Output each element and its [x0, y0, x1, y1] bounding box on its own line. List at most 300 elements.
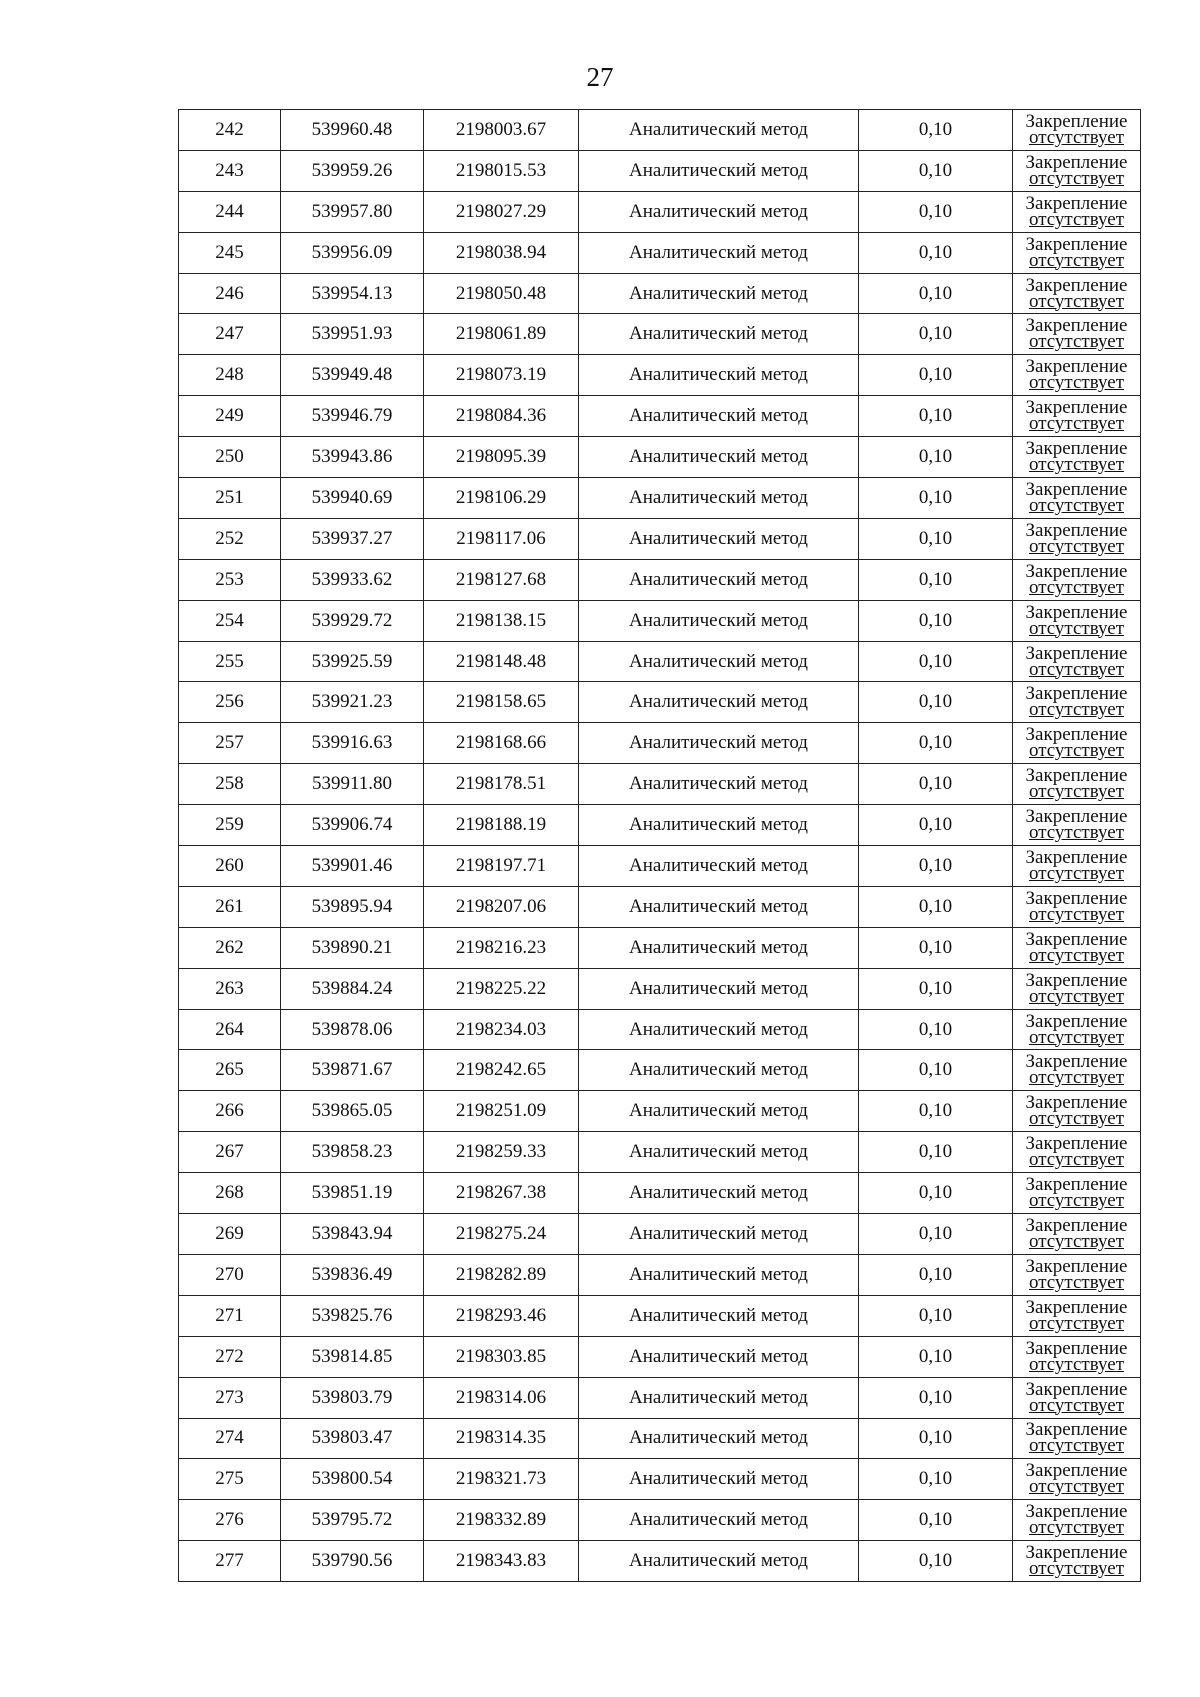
- fixing-line-2: отсутствует: [1028, 454, 1125, 476]
- point-number-cell: 254: [179, 600, 281, 641]
- point-number-cell: 257: [179, 723, 281, 764]
- y-coordinate-cell: 2198015.53: [424, 150, 579, 191]
- x-coordinate-cell: 539814.85: [281, 1336, 424, 1377]
- point-number-cell: 255: [179, 641, 281, 682]
- table-row: [179, 1459, 1141, 1500]
- fixing-line-2: отсутствует: [1028, 1026, 1125, 1048]
- table-row: [179, 1050, 1141, 1091]
- point-number-cell: 258: [179, 764, 281, 805]
- fixing-line-1: Закрепление: [1025, 1051, 1128, 1073]
- y-coordinate-cell: 2198148.48: [424, 641, 579, 682]
- method-cell: Аналитический метод: [579, 1254, 859, 1295]
- fixing-cell: [1013, 478, 1141, 519]
- table-row: [179, 805, 1141, 846]
- x-coordinate-cell: 539895.94: [281, 886, 424, 927]
- fixing-line-1: Закрепление: [1025, 1378, 1128, 1400]
- y-coordinate-cell: 2198095.39: [424, 437, 579, 478]
- fixing-line-2: отсутствует: [1028, 617, 1125, 639]
- coordinates-table: [178, 109, 1141, 1582]
- accuracy-cell: 0,10: [859, 232, 1013, 273]
- table-row: [179, 559, 1141, 600]
- method-cell: Аналитический метод: [579, 273, 859, 314]
- page-number: 27: [586, 62, 614, 92]
- y-coordinate-cell: 2198314.35: [424, 1418, 579, 1459]
- accuracy-cell: 0,10: [859, 641, 1013, 682]
- point-number-cell: 243: [179, 150, 281, 191]
- point-number-cell: 248: [179, 355, 281, 396]
- y-coordinate-cell: 2198242.65: [424, 1050, 579, 1091]
- method-cell: Аналитический метод: [579, 396, 859, 437]
- x-coordinate-cell: 539901.46: [281, 846, 424, 887]
- x-coordinate-cell: 539946.79: [281, 396, 424, 437]
- accuracy-cell: 0,10: [859, 1541, 1013, 1582]
- method-cell: Аналитический метод: [579, 1500, 859, 1541]
- table-row: [179, 1254, 1141, 1295]
- fixing-cell: [1013, 846, 1141, 887]
- x-coordinate-cell: 539890.21: [281, 927, 424, 968]
- method-cell: Аналитический метод: [579, 1132, 859, 1173]
- x-coordinate-cell: 539933.62: [281, 559, 424, 600]
- fixing-line-1: Закрепление: [1025, 1337, 1128, 1359]
- x-coordinate-cell: 539951.93: [281, 314, 424, 355]
- y-coordinate-cell: 2198343.83: [424, 1541, 579, 1582]
- fixing-cell: [1013, 518, 1141, 559]
- fixing-cell: [1013, 1541, 1141, 1582]
- accuracy-cell: 0,10: [859, 1500, 1013, 1541]
- x-coordinate-cell: 539929.72: [281, 600, 424, 641]
- y-coordinate-cell: 2198251.09: [424, 1091, 579, 1132]
- fixing-line-2: отсутствует: [1028, 658, 1125, 680]
- fixing-cell: [1013, 805, 1141, 846]
- accuracy-cell: 0,10: [859, 478, 1013, 519]
- point-number-cell: 251: [179, 478, 281, 519]
- table-row: [179, 641, 1141, 682]
- method-cell: Аналитический метод: [579, 805, 859, 846]
- table-row: [179, 1418, 1141, 1459]
- y-coordinate-cell: 2198127.68: [424, 559, 579, 600]
- point-number-cell: 262: [179, 927, 281, 968]
- fixing-cell: [1013, 150, 1141, 191]
- table-row: [179, 968, 1141, 1009]
- fixing-cell: [1013, 110, 1141, 151]
- y-coordinate-cell: 2198003.67: [424, 110, 579, 151]
- fixing-line-1: Закрепление: [1025, 192, 1128, 214]
- fixing-line-1: Закрепление: [1025, 110, 1128, 132]
- fixing-cell: [1013, 191, 1141, 232]
- method-cell: Аналитический метод: [579, 764, 859, 805]
- point-number-cell: 268: [179, 1173, 281, 1214]
- fixing-line-1: Закрепление: [1025, 478, 1128, 500]
- fixing-line-1: Закрепление: [1025, 1010, 1128, 1032]
- fixing-cell: [1013, 1050, 1141, 1091]
- fixing-cell: [1013, 641, 1141, 682]
- method-cell: Аналитический метод: [579, 641, 859, 682]
- table-row: [179, 927, 1141, 968]
- y-coordinate-cell: 2198178.51: [424, 764, 579, 805]
- table-row: [179, 1091, 1141, 1132]
- fixing-line-1: Закрепление: [1025, 601, 1128, 623]
- accuracy-cell: 0,10: [859, 1050, 1013, 1091]
- table-row: [179, 1295, 1141, 1336]
- table-row: [179, 886, 1141, 927]
- accuracy-cell: 0,10: [859, 1295, 1013, 1336]
- fixing-line-1: Закрепление: [1025, 724, 1128, 746]
- table-row: [179, 355, 1141, 396]
- table-row: [179, 273, 1141, 314]
- y-coordinate-cell: 2198216.23: [424, 927, 579, 968]
- method-cell: Аналитический метод: [579, 518, 859, 559]
- y-coordinate-cell: 2198267.38: [424, 1173, 579, 1214]
- x-coordinate-cell: 539906.74: [281, 805, 424, 846]
- y-coordinate-cell: 2198197.71: [424, 846, 579, 887]
- fixing-cell: [1013, 1459, 1141, 1500]
- point-number-cell: 263: [179, 968, 281, 1009]
- fixing-line-1: Закрепление: [1025, 438, 1128, 460]
- fixing-cell: [1013, 1009, 1141, 1050]
- method-cell: Аналитический метод: [579, 723, 859, 764]
- point-number-cell: 265: [179, 1050, 281, 1091]
- fixing-line-2: отсутствует: [1028, 1353, 1125, 1375]
- point-number-cell: 275: [179, 1459, 281, 1500]
- accuracy-cell: 0,10: [859, 1214, 1013, 1255]
- x-coordinate-cell: 539803.79: [281, 1377, 424, 1418]
- method-cell: Аналитический метод: [579, 191, 859, 232]
- method-cell: Аналитический метод: [579, 1009, 859, 1050]
- table-row: [179, 232, 1141, 273]
- point-number-cell: 247: [179, 314, 281, 355]
- y-coordinate-cell: 2198332.89: [424, 1500, 579, 1541]
- fixing-line-1: Закрепление: [1025, 1174, 1128, 1196]
- fixing-cell: [1013, 559, 1141, 600]
- method-cell: Аналитический метод: [579, 559, 859, 600]
- y-coordinate-cell: 2198282.89: [424, 1254, 579, 1295]
- method-cell: Аналитический метод: [579, 110, 859, 151]
- fixing-line-1: Закрепление: [1025, 1501, 1128, 1523]
- fixing-line-1: Закрепление: [1025, 1255, 1128, 1277]
- point-number-cell: 269: [179, 1214, 281, 1255]
- y-coordinate-cell: 2198138.15: [424, 600, 579, 641]
- x-coordinate-cell: 539954.13: [281, 273, 424, 314]
- fixing-cell: [1013, 396, 1141, 437]
- method-cell: Аналитический метод: [579, 1377, 859, 1418]
- fixing-line-2: отсутствует: [1028, 903, 1125, 925]
- fixing-cell: [1013, 927, 1141, 968]
- fixing-line-2: отсутствует: [1028, 822, 1125, 844]
- y-coordinate-cell: 2198275.24: [424, 1214, 579, 1255]
- fixing-cell: [1013, 1254, 1141, 1295]
- point-number-cell: 253: [179, 559, 281, 600]
- fixing-cell: [1013, 1377, 1141, 1418]
- fixing-cell: [1013, 1418, 1141, 1459]
- fixing-line-1: Закрепление: [1025, 356, 1128, 378]
- fixing-line-2: отсутствует: [1028, 985, 1125, 1007]
- x-coordinate-cell: 539871.67: [281, 1050, 424, 1091]
- table-row: [179, 600, 1141, 641]
- table-row: [179, 314, 1141, 355]
- table-row: [179, 396, 1141, 437]
- fixing-line-2: отсутствует: [1028, 1108, 1125, 1130]
- fixing-line-2: отсутствует: [1028, 167, 1125, 189]
- fixing-line-2: отсутствует: [1028, 1067, 1125, 1089]
- method-cell: Аналитический метод: [579, 355, 859, 396]
- table-row: [179, 1541, 1141, 1582]
- fixing-cell: [1013, 1173, 1141, 1214]
- point-number-cell: 261: [179, 886, 281, 927]
- fixing-line-1: Закрепление: [1025, 1296, 1128, 1318]
- method-cell: Аналитический метод: [579, 1541, 859, 1582]
- method-cell: Аналитический метод: [579, 478, 859, 519]
- y-coordinate-cell: 2198188.19: [424, 805, 579, 846]
- point-number-cell: 245: [179, 232, 281, 273]
- fixing-line-1: Закрепление: [1025, 397, 1128, 419]
- fixing-line-1: Закрепление: [1025, 1092, 1128, 1114]
- fixing-cell: [1013, 1091, 1141, 1132]
- method-cell: Аналитический метод: [579, 314, 859, 355]
- fixing-line-1: Закрепление: [1025, 928, 1128, 950]
- method-cell: Аналитический метод: [579, 1336, 859, 1377]
- method-cell: Аналитический метод: [579, 1295, 859, 1336]
- fixing-line-2: отсутствует: [1028, 1517, 1125, 1539]
- table-row: [179, 518, 1141, 559]
- accuracy-cell: 0,10: [859, 846, 1013, 887]
- accuracy-cell: 0,10: [859, 518, 1013, 559]
- fixing-line-2: отсутствует: [1028, 1312, 1125, 1334]
- fixing-line-2: отсутствует: [1028, 208, 1125, 230]
- y-coordinate-cell: 2198084.36: [424, 396, 579, 437]
- fixing-line-1: Закрепление: [1025, 233, 1128, 255]
- x-coordinate-cell: 539865.05: [281, 1091, 424, 1132]
- point-number-cell: 267: [179, 1132, 281, 1173]
- point-number-cell: 250: [179, 437, 281, 478]
- method-cell: Аналитический метод: [579, 846, 859, 887]
- x-coordinate-cell: 539858.23: [281, 1132, 424, 1173]
- method-cell: Аналитический метод: [579, 232, 859, 273]
- y-coordinate-cell: 2198168.66: [424, 723, 579, 764]
- point-number-cell: 244: [179, 191, 281, 232]
- table-row: [179, 846, 1141, 887]
- table-row: [179, 723, 1141, 764]
- fixing-line-1: Закрепление: [1025, 1419, 1128, 1441]
- fixing-line-1: Закрепление: [1025, 846, 1128, 868]
- accuracy-cell: 0,10: [859, 682, 1013, 723]
- accuracy-cell: 0,10: [859, 600, 1013, 641]
- point-number-cell: 264: [179, 1009, 281, 1050]
- fixing-line-2: отсутствует: [1028, 1435, 1125, 1457]
- method-cell: Аналитический метод: [579, 1050, 859, 1091]
- method-cell: Аналитический метод: [579, 886, 859, 927]
- table-row: [179, 1336, 1141, 1377]
- fixing-line-2: отсутствует: [1028, 1394, 1125, 1416]
- accuracy-cell: 0,10: [859, 437, 1013, 478]
- method-cell: Аналитический метод: [579, 1214, 859, 1255]
- x-coordinate-cell: 539949.48: [281, 355, 424, 396]
- fixing-line-1: Закрепление: [1025, 969, 1128, 991]
- accuracy-cell: 0,10: [859, 314, 1013, 355]
- fixing-line-1: Закрепление: [1025, 519, 1128, 541]
- point-number-cell: 270: [179, 1254, 281, 1295]
- table-row: [179, 682, 1141, 723]
- table-row: [179, 1009, 1141, 1050]
- accuracy-cell: 0,10: [859, 1091, 1013, 1132]
- fixing-line-2: отсутствует: [1028, 413, 1125, 435]
- fixing-line-2: отсутствует: [1028, 781, 1125, 803]
- table-row: [179, 478, 1141, 519]
- accuracy-cell: 0,10: [859, 273, 1013, 314]
- method-cell: Аналитический метод: [579, 968, 859, 1009]
- accuracy-cell: 0,10: [859, 150, 1013, 191]
- y-coordinate-cell: 2198293.46: [424, 1295, 579, 1336]
- point-number-cell: 252: [179, 518, 281, 559]
- fixing-line-2: отсутствует: [1028, 1558, 1125, 1580]
- fixing-cell: [1013, 314, 1141, 355]
- accuracy-cell: 0,10: [859, 191, 1013, 232]
- x-coordinate-cell: 539959.26: [281, 150, 424, 191]
- point-number-cell: 242: [179, 110, 281, 151]
- fixing-line-1: Закрепление: [1025, 315, 1128, 337]
- fixing-cell: [1013, 437, 1141, 478]
- fixing-line-2: отсутствует: [1028, 126, 1125, 148]
- table-row: [179, 1214, 1141, 1255]
- fixing-cell: [1013, 682, 1141, 723]
- method-cell: Аналитический метод: [579, 150, 859, 191]
- y-coordinate-cell: 2198027.29: [424, 191, 579, 232]
- fixing-line-1: Закрепление: [1025, 1214, 1128, 1236]
- accuracy-cell: 0,10: [859, 968, 1013, 1009]
- fixing-cell: [1013, 273, 1141, 314]
- fixing-cell: [1013, 1295, 1141, 1336]
- x-coordinate-cell: 539800.54: [281, 1459, 424, 1500]
- fixing-line-2: отсутствует: [1028, 740, 1125, 762]
- point-number-cell: 271: [179, 1295, 281, 1336]
- y-coordinate-cell: 2198050.48: [424, 273, 579, 314]
- y-coordinate-cell: 2198225.22: [424, 968, 579, 1009]
- accuracy-cell: 0,10: [859, 764, 1013, 805]
- fixing-line-2: отсутствует: [1028, 494, 1125, 516]
- x-coordinate-cell: 539957.80: [281, 191, 424, 232]
- x-coordinate-cell: 539803.47: [281, 1418, 424, 1459]
- accuracy-cell: 0,10: [859, 1336, 1013, 1377]
- coordinates-table-body: [179, 110, 1141, 1582]
- point-number-cell: 259: [179, 805, 281, 846]
- x-coordinate-cell: 539956.09: [281, 232, 424, 273]
- fixing-line-2: отсутствует: [1028, 249, 1125, 271]
- fixing-line-2: отсутствует: [1028, 290, 1125, 312]
- fixing-line-2: отсутствует: [1028, 1149, 1125, 1171]
- fixing-line-2: отсутствует: [1028, 331, 1125, 353]
- fixing-cell: [1013, 1500, 1141, 1541]
- accuracy-cell: 0,10: [859, 1418, 1013, 1459]
- fixing-line-2: отсутствует: [1028, 699, 1125, 721]
- point-number-cell: 277: [179, 1541, 281, 1582]
- table-row: [179, 150, 1141, 191]
- y-coordinate-cell: 2198106.29: [424, 478, 579, 519]
- point-number-cell: 249: [179, 396, 281, 437]
- fixing-line-2: отсутствует: [1028, 372, 1125, 394]
- table-row: [179, 110, 1141, 151]
- x-coordinate-cell: 539916.63: [281, 723, 424, 764]
- fixing-line-1: Закрепление: [1025, 806, 1128, 828]
- point-number-cell: 260: [179, 846, 281, 887]
- x-coordinate-cell: 539921.23: [281, 682, 424, 723]
- accuracy-cell: 0,10: [859, 396, 1013, 437]
- y-coordinate-cell: 2198259.33: [424, 1132, 579, 1173]
- fixing-cell: [1013, 1214, 1141, 1255]
- accuracy-cell: 0,10: [859, 927, 1013, 968]
- table-row: [179, 1173, 1141, 1214]
- x-coordinate-cell: 539925.59: [281, 641, 424, 682]
- accuracy-cell: 0,10: [859, 723, 1013, 764]
- method-cell: Аналитический метод: [579, 1418, 859, 1459]
- accuracy-cell: 0,10: [859, 1173, 1013, 1214]
- fixing-line-2: отсутствует: [1028, 1271, 1125, 1293]
- method-cell: Аналитический метод: [579, 437, 859, 478]
- point-number-cell: 256: [179, 682, 281, 723]
- fixing-line-1: Закрепление: [1025, 887, 1128, 909]
- fixing-cell: [1013, 600, 1141, 641]
- point-number-cell: 266: [179, 1091, 281, 1132]
- accuracy-cell: 0,10: [859, 1377, 1013, 1418]
- accuracy-cell: 0,10: [859, 355, 1013, 396]
- fixing-line-1: Закрепление: [1025, 151, 1128, 173]
- x-coordinate-cell: 539795.72: [281, 1500, 424, 1541]
- accuracy-cell: 0,10: [859, 886, 1013, 927]
- y-coordinate-cell: 2198061.89: [424, 314, 579, 355]
- fixing-line-2: отсутствует: [1028, 1190, 1125, 1212]
- x-coordinate-cell: 539836.49: [281, 1254, 424, 1295]
- fixing-line-2: отсутствует: [1028, 1230, 1125, 1252]
- y-coordinate-cell: 2198303.85: [424, 1336, 579, 1377]
- x-coordinate-cell: 539940.69: [281, 478, 424, 519]
- fixing-line-1: Закрепление: [1025, 1542, 1128, 1564]
- y-coordinate-cell: 2198234.03: [424, 1009, 579, 1050]
- method-cell: Аналитический метод: [579, 1091, 859, 1132]
- point-number-cell: 274: [179, 1418, 281, 1459]
- x-coordinate-cell: 539960.48: [281, 110, 424, 151]
- x-coordinate-cell: 539911.80: [281, 764, 424, 805]
- accuracy-cell: 0,10: [859, 1009, 1013, 1050]
- accuracy-cell: 0,10: [859, 559, 1013, 600]
- accuracy-cell: 0,10: [859, 110, 1013, 151]
- fixing-line-2: отсутствует: [1028, 862, 1125, 884]
- accuracy-cell: 0,10: [859, 1254, 1013, 1295]
- x-coordinate-cell: 539884.24: [281, 968, 424, 1009]
- x-coordinate-cell: 539878.06: [281, 1009, 424, 1050]
- fixing-line-1: Закрепление: [1025, 1133, 1128, 1155]
- fixing-cell: [1013, 723, 1141, 764]
- point-number-cell: 272: [179, 1336, 281, 1377]
- fixing-cell: [1013, 764, 1141, 805]
- x-coordinate-cell: 539790.56: [281, 1541, 424, 1582]
- y-coordinate-cell: 2198073.19: [424, 355, 579, 396]
- point-number-cell: 273: [179, 1377, 281, 1418]
- fixing-line-1: Закрепление: [1025, 642, 1128, 664]
- accuracy-cell: 0,10: [859, 1132, 1013, 1173]
- y-coordinate-cell: 2198158.65: [424, 682, 579, 723]
- point-number-cell: 246: [179, 273, 281, 314]
- table-row: [179, 1132, 1141, 1173]
- y-coordinate-cell: 2198207.06: [424, 886, 579, 927]
- fixing-line-1: Закрепление: [1025, 765, 1128, 787]
- x-coordinate-cell: 539843.94: [281, 1214, 424, 1255]
- fixing-line-2: отсутствует: [1028, 576, 1125, 598]
- x-coordinate-cell: 539943.86: [281, 437, 424, 478]
- method-cell: Аналитический метод: [579, 1459, 859, 1500]
- y-coordinate-cell: 2198038.94: [424, 232, 579, 273]
- point-number-cell: 276: [179, 1500, 281, 1541]
- y-coordinate-cell: 2198321.73: [424, 1459, 579, 1500]
- table-row: [179, 1377, 1141, 1418]
- table-row: [179, 1500, 1141, 1541]
